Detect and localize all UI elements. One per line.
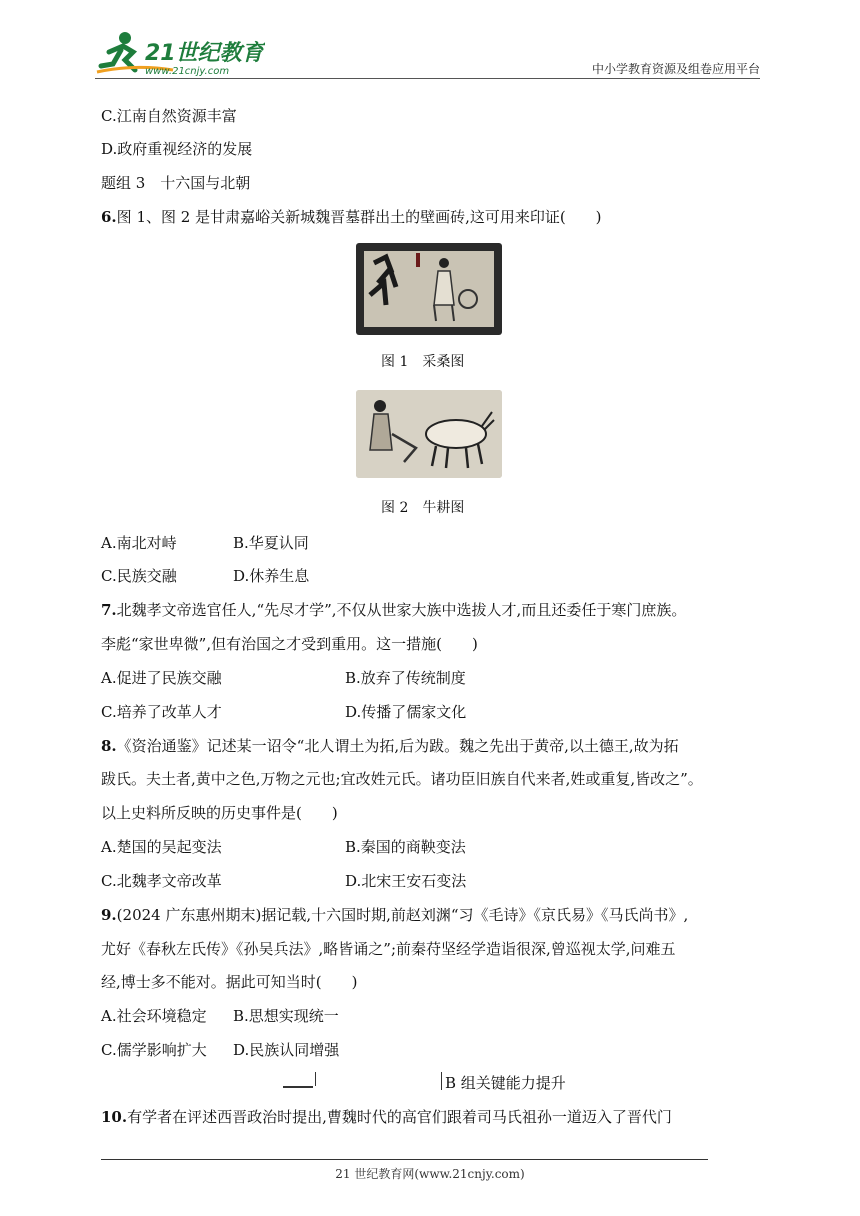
question-8-number: 8. [101, 737, 117, 755]
figure-2-caption: 图 2 牛耕图 [381, 500, 465, 516]
q7-option-b[interactable]: B.放弃了传统制度 [345, 669, 466, 687]
question-7-number: 7. [101, 601, 117, 619]
section-b-heading [101, 1072, 761, 1094]
question-9-number: 9. [101, 906, 117, 924]
question-9-stem-line-1: 9.(2024 广东惠州期末)据记载,十六国时期,前赵刘渊“习《毛诗》《京氏易》《马氏尚书》, [101, 906, 689, 924]
figure-1-mural-image [356, 243, 502, 335]
option-c-prev: C.江南自然资源丰富 [101, 107, 237, 125]
q9-option-c[interactable]: C.儒学影响扩大 [101, 1041, 207, 1059]
question-10-number: 10. [101, 1108, 128, 1126]
figure-1-caption: 图 1 采桑图 [381, 354, 465, 370]
q8-option-c[interactable]: C.北魏孝文帝改革 [101, 872, 222, 890]
header-divider [95, 78, 760, 79]
q7-option-d[interactable]: D.传播了儒家文化 [345, 703, 467, 721]
section-b-right-tick [441, 1072, 442, 1090]
q8-option-d[interactable]: D.北宋王安石变法 [345, 872, 467, 890]
q7-option-a[interactable]: A.促进了民族交融 [101, 669, 222, 687]
svg-text:21世纪教育: 21世纪教育 [145, 41, 264, 66]
figure-2-mural-image [356, 390, 502, 478]
q6-option-c[interactable]: C.民族交融 [101, 567, 177, 585]
question-9-stem-line-3: 经,博士多不能对。据此可知当时( ) [101, 973, 358, 991]
section-b-title: B 组关键能力提升 [445, 1074, 566, 1092]
q6-option-b[interactable]: B.华夏认同 [233, 534, 309, 552]
q9-option-b[interactable]: B.思想实现统一 [233, 1007, 339, 1025]
q6-option-a[interactable]: A.南北对峙 [101, 534, 177, 552]
section-b-left-rule [283, 1086, 313, 1088]
question-8-stem-line-2: 跋氏。夫土者,黄中之色,万物之元也;宜改姓元氏。诸功臣旧族自代来者,姓或重复,皆改之”。 [101, 770, 703, 788]
page-header [95, 30, 760, 80]
site-logo[interactable] [95, 30, 265, 78]
question-10-stem-line-1: 10.有学者在评述西晋政治时提出,曹魏时代的高官们跟着司马氏祖孙一道迈入了晋代门 [101, 1108, 672, 1126]
question-8-stem-line-3: 以上史料所反映的历史事件是( ) [101, 804, 338, 822]
svg-text:www.21cnjy.com: www.21cnjy.com [145, 66, 230, 77]
option-d-prev: D.政府重视经济的发展 [101, 140, 253, 158]
q9-option-d[interactable]: D.民族认同增强 [233, 1041, 340, 1059]
q9-option-a[interactable]: A.社会环境稳定 [101, 1007, 207, 1025]
q7-option-c[interactable]: C.培养了改革人才 [101, 703, 222, 721]
question-6-number: 6. [101, 208, 117, 226]
question-7-stem-line-2: 李彪“家世卑微”,但有治国之才受到重用。这一措施( ) [101, 635, 478, 653]
question-6-stem: 6.图 1、图 2 是甘肃嘉峪关新城魏晋墓群出土的壁画砖,这可用来印证( ) [101, 208, 602, 226]
section-b-left-tick [315, 1072, 316, 1086]
page-footer[interactable]: 21 世纪教育网(www.21cnjy.com) [335, 1167, 525, 1181]
question-7-stem-line-1: 7.北魏孝文帝选官任人,“先尽才学”,不仅从世家大族中选拔人才,而且还委任于寒门庶族。 [101, 601, 687, 619]
question-8-stem-line-1: 8.《资治通鉴》记述某一诏令“北人谓土为拓,后为跋。魏之先出于黄帝,以土德王,故为拓 [101, 737, 679, 755]
site-tagline: 中小学教育资源及组卷应用平台 [591, 62, 760, 76]
group-3-title: 题组 3 十六国与北朝 [101, 174, 251, 192]
q6-option-d[interactable]: D.休养生息 [233, 567, 310, 585]
q8-option-a[interactable]: A.楚国的吴起变法 [101, 838, 222, 856]
q8-option-b[interactable]: B.秦国的商鞅变法 [345, 838, 466, 856]
footer-divider [101, 1159, 708, 1160]
question-9-stem-line-2: 尤好《春秋左氏传》《孙吴兵法》,略皆诵之”;前秦苻坚经学造诣很深,曾巡视太学,问难五 [101, 940, 676, 958]
runner-logo-icon [95, 30, 265, 78]
